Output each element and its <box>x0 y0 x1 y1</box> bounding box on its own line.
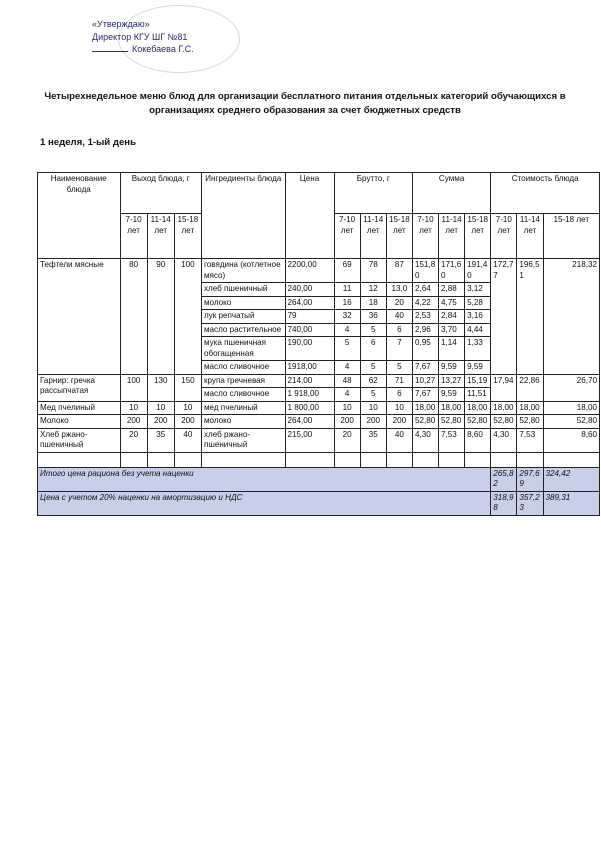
ingredient-name: молоко <box>201 296 285 310</box>
ingredient-sum: 15,19 <box>465 374 491 388</box>
dish-cost: 18,00 <box>491 401 517 415</box>
dish-cost: 52,80 <box>491 415 517 429</box>
ingredient-sum: 2,96 <box>412 323 438 337</box>
ingredient-name: хлеб ржано-пшеничный <box>201 428 285 452</box>
ingredient-gross: 13,0 <box>386 283 412 297</box>
ingredient-gross: 18 <box>360 296 386 310</box>
ingredient-sum: 4,44 <box>465 323 491 337</box>
header-price: Цена <box>285 173 334 259</box>
ingredient-sum: 3,70 <box>439 323 465 337</box>
ingredient-sum: 4,22 <box>412 296 438 310</box>
empty-cell <box>201 452 285 467</box>
ingredient-gross: 5 <box>386 361 412 375</box>
ingredient-gross: 62 <box>360 374 386 388</box>
empty-row <box>38 452 600 467</box>
header-gross: Брутто, г <box>334 173 412 214</box>
ingredient-price: 264,00 <box>285 415 334 429</box>
table-row <box>38 428 600 452</box>
table-row <box>38 374 600 388</box>
gross-age-header: 15-18 лет <box>386 214 412 259</box>
gross-age-header: 7-10 лет <box>334 214 360 259</box>
ingredient-gross: 16 <box>334 296 360 310</box>
ingredient-gross: 5 <box>334 337 360 361</box>
dish-cost: 52,80 <box>543 415 600 429</box>
empty-cell <box>147 452 174 467</box>
ingredient-name: масло сливочное <box>201 361 285 375</box>
ingredient-name: молоко <box>201 415 285 429</box>
ingredient-price: 740,00 <box>285 323 334 337</box>
dish-name: Тефтели мясные <box>38 259 121 375</box>
ingredient-gross: 11 <box>334 283 360 297</box>
dish-yield: 10 <box>147 401 174 415</box>
dish-yield: 20 <box>120 428 147 452</box>
approval-block <box>92 18 194 56</box>
ingredient-sum: 4,30 <box>412 428 438 452</box>
ingredient-gross: 200 <box>334 415 360 429</box>
ingredient-sum: 13,27 <box>439 374 465 388</box>
ingredient-name: мед пчелиный <box>201 401 285 415</box>
ingredient-sum: 5,28 <box>465 296 491 310</box>
dish-yield: 200 <box>174 415 201 429</box>
total-label: Цена с учетом 20% наценки на амортизацию и НДС <box>38 491 491 515</box>
total-row <box>38 467 600 491</box>
empty-cell <box>543 452 600 467</box>
dish-name: Мед пчелиный <box>38 401 121 415</box>
empty-cell <box>360 452 386 467</box>
ingredient-sum: 191,40 <box>465 259 491 283</box>
dish-name: Гарнир: гречка рассыпчатая <box>38 374 121 401</box>
total-value: 324,42 <box>543 467 600 491</box>
dish-yield: 150 <box>174 374 201 401</box>
ingredient-price: 264,00 <box>285 296 334 310</box>
ingredient-sum: 4,75 <box>439 296 465 310</box>
ingredient-sum: 7,67 <box>412 388 438 402</box>
dish-yield: 35 <box>147 428 174 452</box>
empty-cell <box>386 452 412 467</box>
empty-cell <box>120 452 147 467</box>
dish-cost: 26,70 <box>543 374 600 401</box>
ingredient-sum: 7,67 <box>412 361 438 375</box>
empty-cell <box>517 452 543 467</box>
ingredient-sum: 171,60 <box>439 259 465 283</box>
ingredient-gross: 36 <box>360 310 386 324</box>
ingredient-gross: 5 <box>360 323 386 337</box>
ingredient-gross: 40 <box>386 310 412 324</box>
ingredient-gross: 4 <box>334 323 360 337</box>
ingredient-gross: 20 <box>386 296 412 310</box>
ingredient-gross: 71 <box>386 374 412 388</box>
total-value: 389,31 <box>543 491 600 515</box>
ingredient-gross: 6 <box>386 323 412 337</box>
ingredient-gross: 78 <box>360 259 386 283</box>
approval-line-3-wrap <box>92 43 194 56</box>
empty-cell <box>174 452 201 467</box>
ingredient-sum: 9,59 <box>439 361 465 375</box>
ingredient-gross: 5 <box>360 388 386 402</box>
ingredient-sum: 9,59 <box>439 388 465 402</box>
sum-age-header: 11-14 лет <box>439 214 465 259</box>
dish-name: Молоко <box>38 415 121 429</box>
dish-yield: 130 <box>147 374 174 401</box>
dish-yield: 100 <box>174 259 201 375</box>
dish-cost: 4,30 <box>491 428 517 452</box>
ingredient-name: говядина (котлетное мясо) <box>201 259 285 283</box>
cost-age-header: 15-18 лет <box>543 214 600 259</box>
ingredient-gross: 6 <box>360 337 386 361</box>
ingredient-gross: 35 <box>360 428 386 452</box>
ingredient-sum: 2,88 <box>439 283 465 297</box>
empty-cell <box>334 452 360 467</box>
gross-age-header: 11-14 лет <box>360 214 386 259</box>
yield-age-header: 7-10 лет <box>120 214 147 259</box>
total-label: Итого цена рациона без учета наценки <box>38 467 491 491</box>
ingredient-sum: 52,80 <box>465 415 491 429</box>
empty-cell <box>412 452 438 467</box>
ingredient-gross: 200 <box>386 415 412 429</box>
ingredient-gross: 6 <box>386 388 412 402</box>
approval-line-2: Директор КГУ ШГ №81 <box>92 31 188 42</box>
ingredient-sum: 1,33 <box>465 337 491 361</box>
table-row <box>38 415 600 429</box>
ingredient-gross: 5 <box>360 361 386 375</box>
ingredient-price: 1918,00 <box>285 361 334 375</box>
table-row <box>38 401 600 415</box>
cost-age-header: 7-10 лет <box>491 214 517 259</box>
ingredient-sum: 2,64 <box>412 283 438 297</box>
ingredient-sum: 0,95 <box>412 337 438 361</box>
dish-cost: 218,32 <box>543 259 600 375</box>
ingredient-name: мука пшеничная обогащенная <box>201 337 285 361</box>
header-yield: Выход блюда, г <box>120 173 201 214</box>
ingredient-name: масло сливочное <box>201 388 285 402</box>
week-label: 1 неделя, 1-ый день <box>40 137 136 148</box>
ingredient-gross: 7 <box>386 337 412 361</box>
ingredient-gross: 48 <box>334 374 360 388</box>
ingredient-gross: 69 <box>334 259 360 283</box>
document-title: Четырехнедельное меню блюд для организации бесплатного питания отдельных категорий обучающихся в организациях среднего образования за счет бюджетных средств <box>44 91 566 116</box>
ingredient-sum: 3,12 <box>465 283 491 297</box>
dish-cost: 196,51 <box>517 259 543 375</box>
ingredient-sum: 52,80 <box>412 415 438 429</box>
total-value: 297,69 <box>517 467 543 491</box>
empty-cell <box>38 452 121 467</box>
ingredient-sum: 10,27 <box>412 374 438 388</box>
ingredient-gross: 4 <box>334 388 360 402</box>
ingredient-sum: 18,00 <box>465 401 491 415</box>
cost-age-header: 11-14 лет <box>517 214 543 259</box>
ingredient-sum: 18,00 <box>439 401 465 415</box>
header-dish: Наименование блюда <box>38 173 121 259</box>
total-value: 318,98 <box>491 491 517 515</box>
signature-line <box>92 51 128 52</box>
dish-yield: 10 <box>120 401 147 415</box>
ingredient-price: 215,00 <box>285 428 334 452</box>
ingredient-gross: 200 <box>360 415 386 429</box>
ingredient-price: 190,00 <box>285 337 334 361</box>
ingredient-gross: 10 <box>386 401 412 415</box>
ingredient-gross: 20 <box>334 428 360 452</box>
menu-table <box>37 172 600 516</box>
ingredient-name: хлеб пшеничный <box>201 283 285 297</box>
total-value: 265,82 <box>491 467 517 491</box>
ingredient-sum: 3,16 <box>465 310 491 324</box>
header-ingredients: Ингредиенты блюда <box>201 173 285 259</box>
ingredient-gross: 10 <box>360 401 386 415</box>
ingredient-sum: 11,51 <box>465 388 491 402</box>
header-sum: Сумма <box>412 173 490 214</box>
ingredient-gross: 87 <box>386 259 412 283</box>
sum-age-header: 15-18 лет <box>465 214 491 259</box>
approval-line-1: «Утверждаю» <box>92 19 150 29</box>
dish-yield: 200 <box>120 415 147 429</box>
ingredient-price: 214,00 <box>285 374 334 388</box>
dish-yield: 80 <box>120 259 147 375</box>
empty-cell <box>285 452 334 467</box>
ingredient-price: 79 <box>285 310 334 324</box>
ingredient-gross: 32 <box>334 310 360 324</box>
ingredient-sum: 2,53 <box>412 310 438 324</box>
ingredient-sum: 8,60 <box>465 428 491 452</box>
ingredient-sum: 9,59 <box>465 361 491 375</box>
ingredient-sum: 7,53 <box>439 428 465 452</box>
ingredient-sum: 52,80 <box>439 415 465 429</box>
yield-age-header: 11-14 лет <box>147 214 174 259</box>
dish-cost: 7,53 <box>517 428 543 452</box>
ingredient-name: лук репчатый <box>201 310 285 324</box>
ingredient-gross: 12 <box>360 283 386 297</box>
dish-name: Хлеб ржано-пшеничный <box>38 428 121 452</box>
ingredient-price: 2200,00 <box>285 259 334 283</box>
ingredient-price: 240,00 <box>285 283 334 297</box>
dish-cost: 172,77 <box>491 259 517 375</box>
dish-cost: 18,00 <box>543 401 600 415</box>
ingredient-sum: 18,00 <box>412 401 438 415</box>
ingredient-price: 1 800,00 <box>285 401 334 415</box>
dish-cost: 22,86 <box>517 374 543 401</box>
ingredient-sum: 151,80 <box>412 259 438 283</box>
total-row <box>38 491 600 515</box>
empty-cell <box>439 452 465 467</box>
ingredient-sum: 2,84 <box>439 310 465 324</box>
empty-cell <box>465 452 491 467</box>
dish-yield: 10 <box>174 401 201 415</box>
yield-age-header: 15-18 лет <box>174 214 201 259</box>
ingredient-gross: 10 <box>334 401 360 415</box>
ingredient-price: 1 918,00 <box>285 388 334 402</box>
dish-cost: 18,00 <box>517 401 543 415</box>
ingredient-gross: 40 <box>386 428 412 452</box>
dish-cost: 52,80 <box>517 415 543 429</box>
dish-yield: 200 <box>147 415 174 429</box>
dish-yield: 90 <box>147 259 174 375</box>
dish-cost: 8,60 <box>543 428 600 452</box>
ingredient-sum: 1,14 <box>439 337 465 361</box>
table-row <box>38 259 600 283</box>
total-value: 357,23 <box>517 491 543 515</box>
sum-age-header: 7-10 лет <box>412 214 438 259</box>
empty-cell <box>491 452 517 467</box>
dish-cost: 17,94 <box>491 374 517 401</box>
dish-yield: 40 <box>174 428 201 452</box>
dish-yield: 100 <box>120 374 147 401</box>
approval-line-3: Кокебаева Г.С. <box>132 44 194 54</box>
header-cost: Стоимость блюда <box>491 173 600 214</box>
ingredient-name: крупа гречневая <box>201 374 285 388</box>
ingredient-name: масло растительное <box>201 323 285 337</box>
ingredient-gross: 4 <box>334 361 360 375</box>
